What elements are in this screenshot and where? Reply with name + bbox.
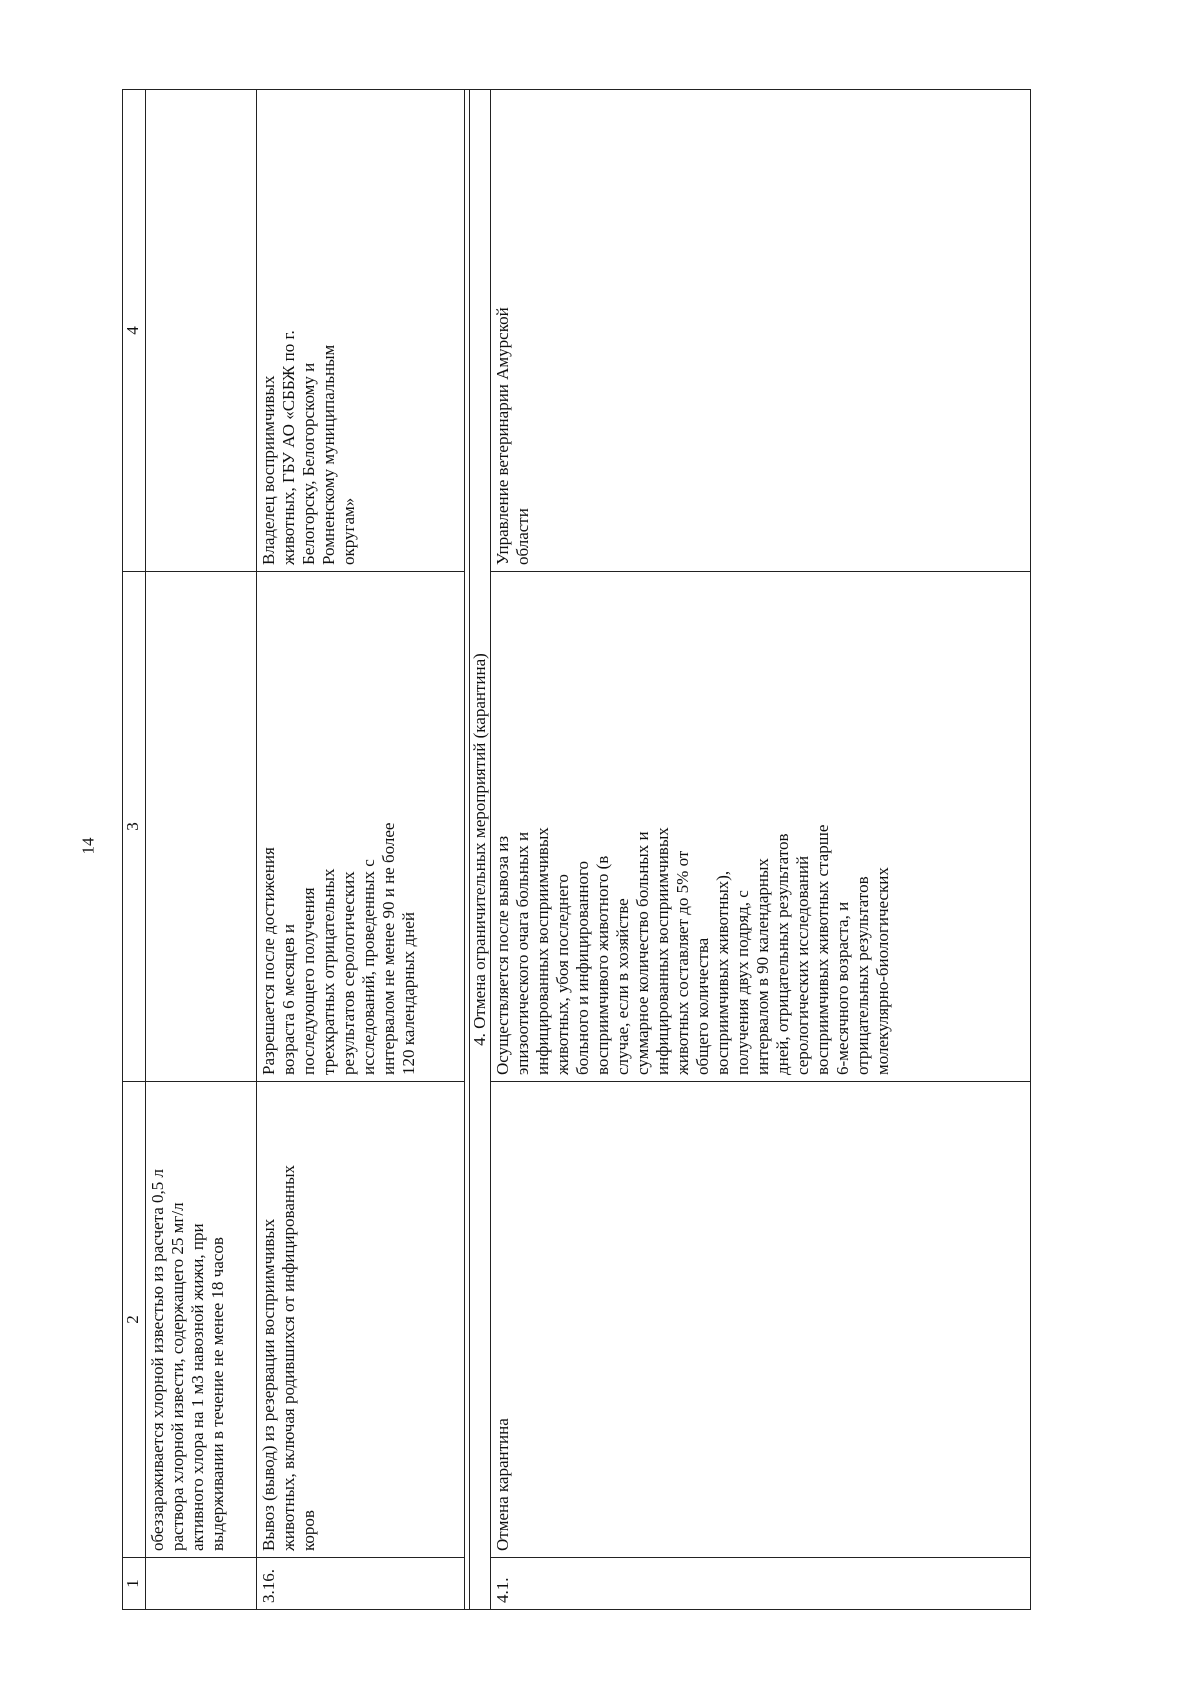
row-number: 3.16. [257,1558,465,1610]
section-4-title: 4. Отмена ограничительных мероприятий (карантина) [470,90,491,1610]
table-row-4-1 [491,90,1031,1610]
terms-cell [146,572,257,1082]
row-number: 4.1. [491,1558,1031,1610]
terms-cell: Разрешается после достижения возраста 6 месяцев и последующего получения трехкратных отрицательных результатов серологических исследований, проведенных с интервалом не менее 90 и не более 120 календарных дней [257,572,465,1082]
column-number-2: 2 [123,1082,146,1558]
column-number-1: 1 [123,1558,146,1610]
column-number-4: 4 [123,90,146,572]
rotated-document-table [122,90,1090,1610]
table-row-3-16 [257,90,465,1610]
page-number: 14 [78,837,98,855]
section-4-heading-row [470,90,491,1610]
activity-cell: обеззараживается хлорной известью из расчета 0,5 л раствора хлорной извести, содержащего 25 мг/л активного хлора на 1 м3 навозной жижи, при выдерживании в течение не менее 18 часов [146,1082,257,1558]
column-number-row [123,90,146,1610]
responsible-cell: Управление ветеринарии Амурской области [491,90,1031,572]
responsible-cell [146,90,257,572]
column-number-3: 3 [123,572,146,1082]
measures-table [122,89,1031,1610]
row-number [146,1558,257,1610]
activity-cell: Отмена карантина [491,1082,1031,1558]
terms-cell: Осуществляется после вывоза из эпизоотического очага больных и инфицированных восприимчивых животных, убоя последнего больного и инфицированного восприимчивого животного (в случае, если в хозяйстве суммарное количество больных и инфицированных восприимчивых животных составляет до 5% от общего количества восприимчивых животных), получения двух подряд, с интервалом в 90 календарных дней, отрицательных результатов серологических исследований восприимчивых животных старше 6-месячного возраста, и отрицательных результатов молекулярно-биологических [491,572,1031,1082]
responsible-cell: Владелец восприимчивых животных, ГБУ АО «СББЖ по г. Белогорску, Белогорскому и Ромненскому муниципальным округам» [257,90,465,572]
table-row-continued [146,90,257,1610]
activity-cell: Вывоз (вывод) из резервации восприимчивых животных, включая родившихся от инфицированных коров [257,1082,465,1558]
